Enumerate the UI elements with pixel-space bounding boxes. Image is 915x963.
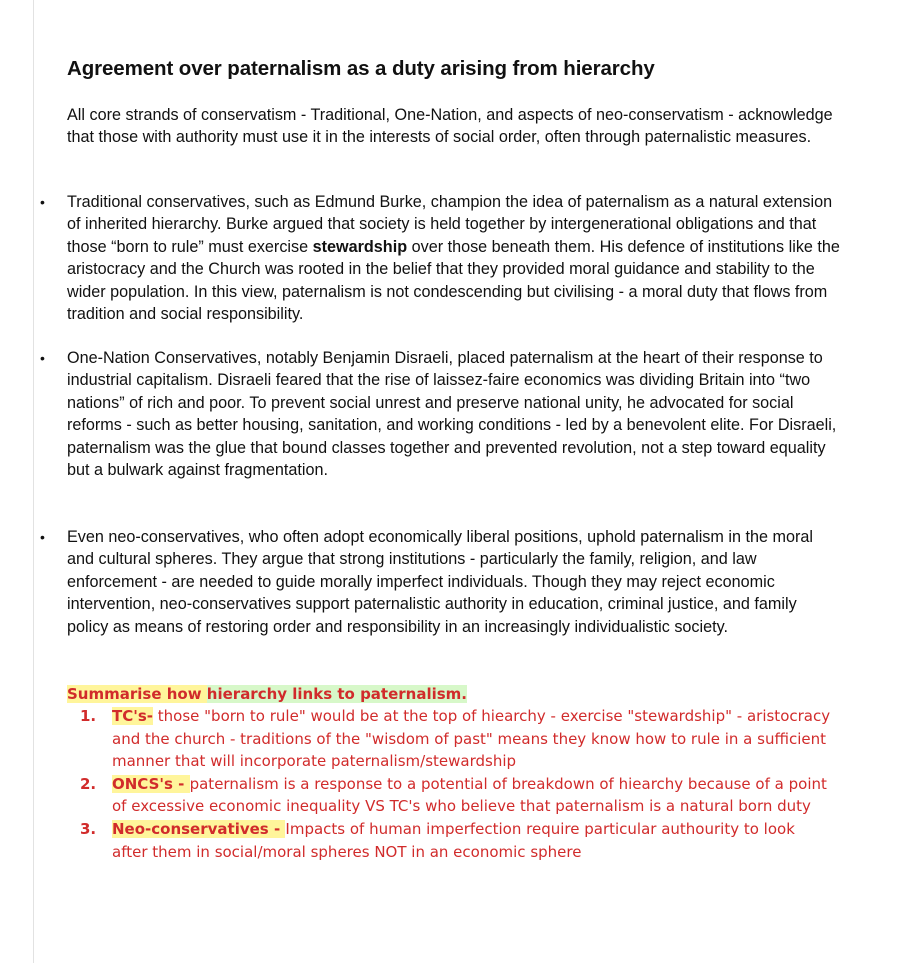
bullet-text-start: Traditional conservatives, such as Edmund Burke, champion the idea of paternalism as a natural extension of inherited hierarchy. Burke argued that society is held together by intergenerational obligations and that those “born to rule” must exercise: [67, 193, 833, 256]
bullet-icon: •: [40, 350, 45, 366]
section-heading: Agreement over paternalism as a duty arising from hierarchy: [67, 57, 655, 80]
bullet-icon: •: [40, 194, 45, 210]
bullet-paragraph-neo-conservative: [40, 526, 842, 638]
bold-term-stewardship: stewardship: [312, 237, 408, 256]
bullet-paragraph-one-nation: [40, 347, 842, 481]
bullet-paragraph-traditional: [40, 191, 842, 325]
summary-item-number: 2.: [80, 774, 97, 793]
bullet-text: Even neo-conservatives, who often adopt economically liberal positions, uphold paternalism in the moral and cultural spheres. They argue that strong institutions - particularly the family, religion, and law enforcement - are needed to guide morally imperfect individuals. Though they may reject economic intervention, neo-conservatives support paternalistic authority in education, criminal justice, and family policy as means of restoring order and responsibility in an increasingly individualistic society.: [67, 528, 813, 636]
page-margin-line: [33, 0, 34, 963]
summary-item-label: ONCS's -: [112, 774, 190, 793]
bullet-text-end: over those beneath them. His defence of institutions like the aristocracy and the Church was rooted in the belief that they provided moral guidance and stability to the wider population. In this view, paternalism is not condescending but civilising - a moral duty that flows from tradition and social responsibility.: [67, 237, 840, 324]
summary-item-label: Neo-conservatives -: [112, 819, 286, 838]
summary-item-text: paternalism is a response to a potential of breakdown of hiearchy because of a point of excessive economic inequality VS TC's who believe that paternalism is a natural born duty: [112, 774, 827, 816]
summary-heading: [67, 683, 857, 705]
bullet-icon: •: [40, 529, 45, 545]
bullet-text: One-Nation Conservatives, notably Benjamin Disraeli, placed paternalism at the heart of their response to industrial capitalism. Disraeli feared that the rise of laissez-faire economics was dividing Britain into “two nations” of rich and poor. To prevent social unrest and preserve national unity, he advocated for social reforms - such as better housing, sanitation, and working conditions - led by a benevolent elite. For Disraeli, paternalism was the glue that bound classes together and prevented revolution, not a step toward equality but a bulwark against fragmentation.: [67, 349, 837, 480]
summary-item-text: Impacts of human imperfection require particular authourity to look after them in social/moral spheres NOT in an economic sphere: [112, 819, 795, 861]
summary-item: [67, 818, 832, 863]
summary-item-label: TC's-: [112, 707, 153, 725]
summary-item-number: 1.: [80, 707, 97, 725]
summary-list: [67, 705, 857, 863]
summary-item: [67, 705, 832, 773]
summary-heading-highlight-yellow: Summarise how: [67, 685, 207, 703]
summary-annotation: [67, 683, 857, 863]
summary-heading-highlight-green: hierarchy links to paternalism.: [206, 685, 468, 703]
summary-item-number: 3.: [80, 819, 97, 838]
summary-item: [67, 773, 832, 818]
summary-item-text: those "born to rule" would be at the top of hiearchy - exercise "stewardship" - aristocracy and the church - traditions of the "wisdom of past" means they know how to rule in a sufficient manner that will incorporate paternalism/stewardship: [112, 707, 831, 771]
intro-paragraph: All core strands of conservatism - Traditional, One-Nation, and aspects of neo-conservatism - acknowledge that those with authority must use it in the interests of social order, often through paternalistic measures.: [67, 106, 833, 147]
